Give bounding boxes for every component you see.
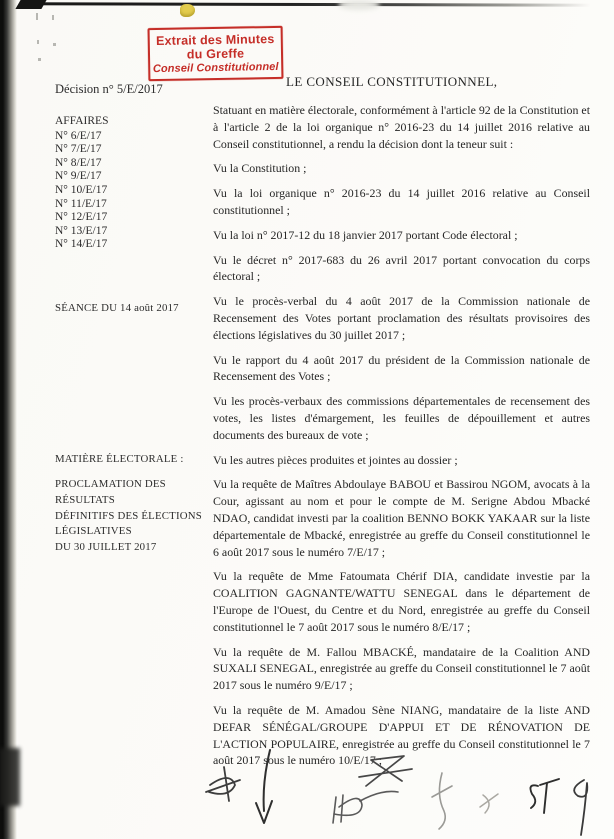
scan-edge-left [0,0,17,839]
body-paragraph: Vu la requête de M. Amadou Sène NIANG, mandataire de la liste AND DEFAR SÉNÉGAL/GROUPE D'APPUI ET DE RÉNOVATION DE L'ACTION POPULAIRE, enregistrée au greffe du Conseil constitutionnel le 7 août 2017 sous le numéro 10/E/17 ; [213,702,590,768]
affaire-number: N° 13/E/17 [55,224,108,237]
decision-number: Décision n° 5/E/2017 [55,82,163,96]
body-paragraph: Vu la loi organique n° 2016-23 du 14 juillet 2016 relative au Conseil constitutionnel ; [213,186,590,217]
signature-scribble [256,750,272,823]
seance-date: SÉANCE DU 14 août 2017 [55,302,179,314]
body-paragraphs [213,102,590,769]
scan-edge-left-shadow [0,748,20,806]
body-paragraph: Vu la requête de Mme Fatoumata Chérif DIA, candidate investie par la COALITION GAGNANTE/WATTU SENEGAL dans le département de l'Europe de l'Ouest, du Centre et du Nord, enregistrée au greffe du Conseil constitutionnel le 7 août 2017 sous le numéro 8/E/17 ; [213,569,590,634]
matiere-label: MATIÈRE ÉLECTORALE : [55,453,184,465]
affaires-block [55,115,108,252]
signature-scribble [574,780,587,835]
signature-scribble [480,794,498,813]
affaires-label: AFFAIRES [55,115,109,127]
body-paragraph: Vu le rapport du 4 août 2017 du président de la Commission nationale de Recensement des Votes ; [213,352,590,384]
objet-line: RÉSULTATS [55,493,115,506]
objet-line: LÉGISLATIVES [55,525,132,538]
objet-line: DÉFINITIFS DES ÉLECTIONS [55,509,202,522]
body-paragraph: Statuant en matière électorale, conformément à l'article 92 de la Constitution et à l'article 2 de la loi organique n° 2016-23 du 14 juillet 2016 relative au Conseil constitutionnel, a rendu la décision dont la teneur suit : [213,103,590,151]
body-paragraph: Vu les autres pièces produites et jointes au dossier ; [213,452,458,467]
signature-scribble [206,767,240,801]
affaire-number: N° 11/E/17 [55,197,107,210]
stamp-line-2: du Greffe [186,46,245,62]
signature-scribble [359,756,412,786]
affaire-number: N° 7/E/17 [55,143,102,156]
pencil-mark [38,58,41,61]
body-paragraph: Vu le procès-verbal du 4 août 2017 de la Commission nationale de Recensement des Votes portant proclamation des résultats provisoires des élections législatives du 30 juillet 2017 ; [213,294,590,342]
body-column [213,74,590,777]
scan-edge-top [22,2,614,7]
affaire-number: N° 12/E/17 [55,211,108,224]
affaires-list [55,130,108,252]
scan-edge-top-corner [15,0,46,9]
pencil-mark [52,15,54,20]
affaire-number: N° 10/E/17 [55,183,108,196]
pencil-mark [37,40,39,44]
stamp-line-3: Conseil Constitutionnel [152,60,279,75]
affaire-number: N° 9/E/17 [55,170,102,183]
body-paragraph: Vu la Constitution ; [213,161,307,176]
scan-smudge [338,0,380,10]
body-paragraph: Vu la requête de M. Fallou MBACKÉ, mandataire de la Coalition AND SUXALI SENEGAL, enregistrée au greffe du Conseil constitutionnel le 7 août 2017 sous le numéro 9/E/17 ; [213,644,590,693]
tape-residue [180,4,195,17]
body-paragraph: Vu le décret n° 2017-683 du 26 avril 2017 portant convocation du corps électoral ; [213,252,590,284]
body-paragraph: Vu les procès-verbaux des commissions départementales de recensement des votes, les listes d'émargement, les feuilles de dépouillement et autres documents des bureaux de vote ; [213,394,590,442]
body-paragraph: Vu la requête de Maîtres Abdoulaye BABOU et Bassirou NGOM, avocats à la Cour, agissant au nom et pour le compte de M. Serigne Abdou Mbacké NDAO, candidat investi par la coalition BENNO BOKK YAKAAR sur la liste départementale de Mbacké, enregistrée au greffe du Conseil constitutionnel le 6 août 2017 sous le numéro 7/E/17 ; [213,477,590,559]
pencil-mark [36,13,38,20]
objet-line: DU 30 JUILLET 2017 [55,541,157,554]
affaire-number: N° 6/E/17 [55,129,102,142]
greffe-stamp [148,26,284,81]
signature-scribble [333,791,398,823]
affaire-number: N° 14/E/17 [55,238,108,251]
document-heading: LE CONSEIL CONSTITUTIONNEL, [286,74,498,89]
objet-line: PROCLAMATION DES [55,478,166,490]
signature-scribble [432,773,452,829]
stamp-line-1: Extrait des Minutes [155,31,275,48]
signature-scribble [530,779,559,813]
signatures-area [190,745,610,839]
objet-block [55,477,220,556]
body-paragraph: Vu la loi n° 2017-12 du 18 janvier 2017 portant Code électoral ; [213,227,518,242]
affaire-number: N° 8/E/17 [55,156,102,169]
pencil-mark [53,43,56,46]
